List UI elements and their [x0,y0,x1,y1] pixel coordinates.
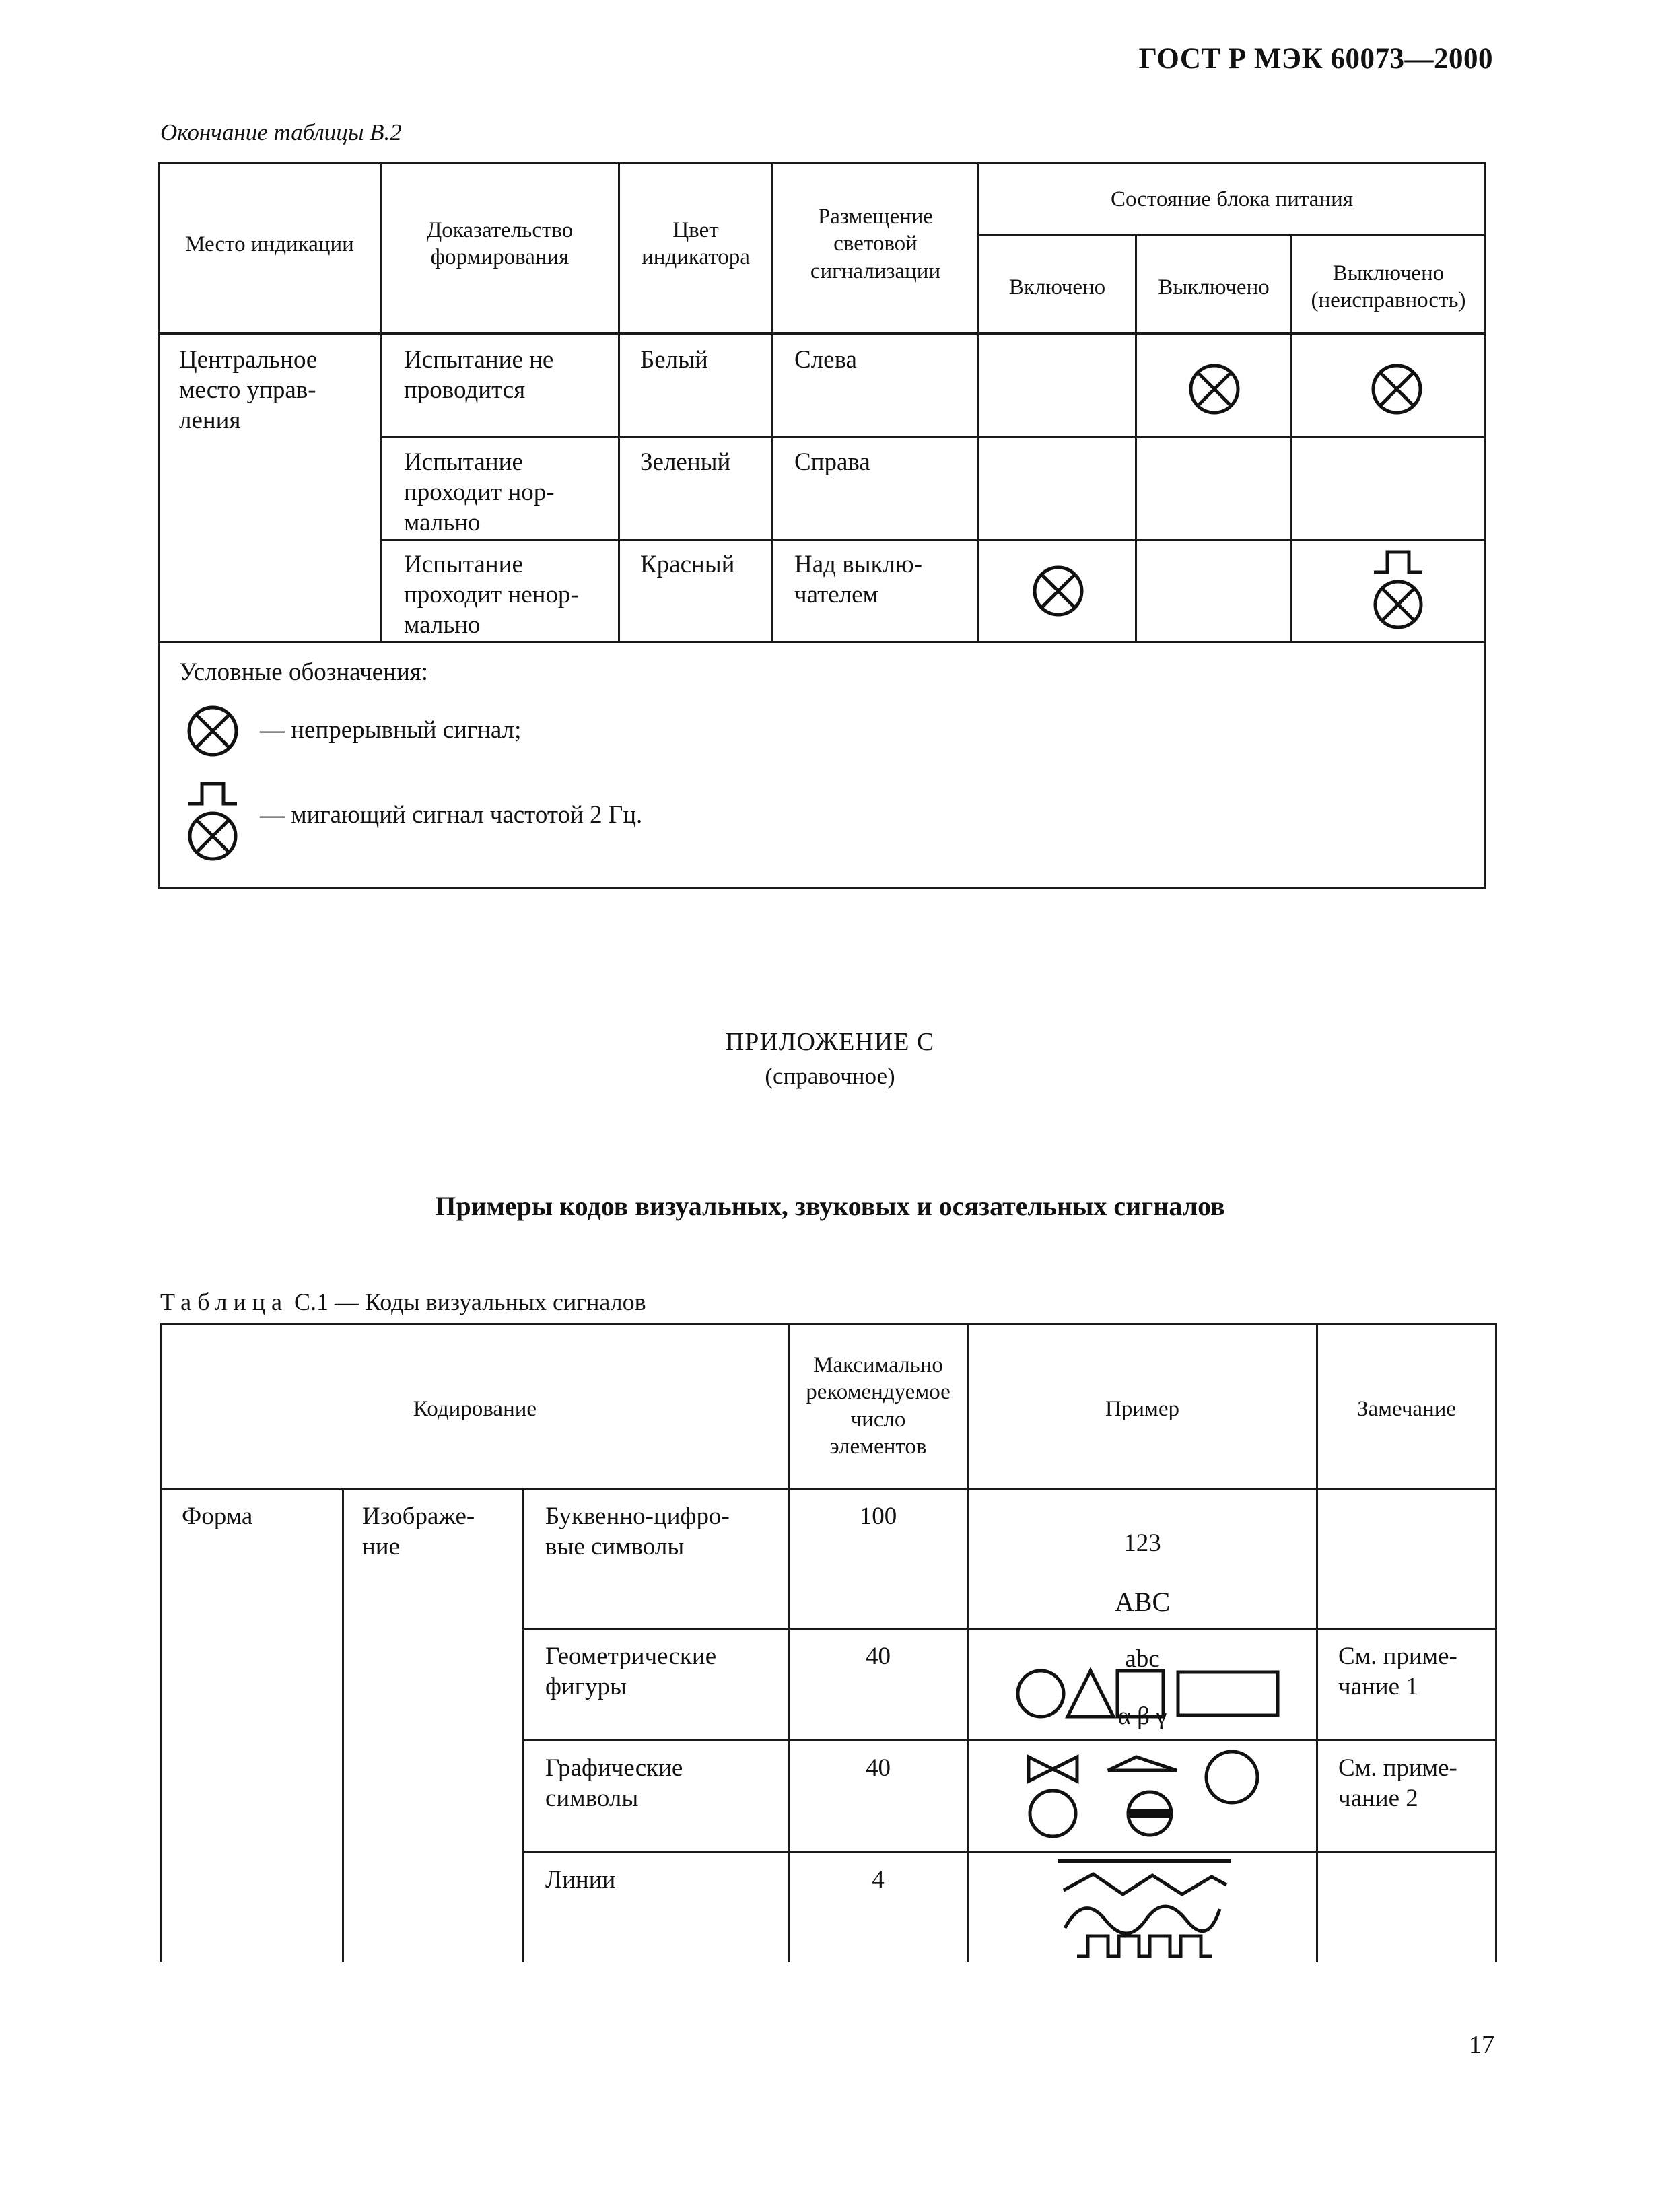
b2-header-location: Место индикации [185,232,354,256]
table-c1-caption-label: Таблица [160,1288,288,1315]
b2-row2-placement: Справа [794,448,870,476]
table-c1-right-border [1495,1323,1497,1962]
b2-row2-evidence: Испытание проходит нор- мально [404,448,555,537]
appendix-subtitle: (справочное) [765,1063,895,1089]
table-b2-left-border [158,162,160,889]
c1-row2-max: 40 [866,1643,891,1670]
b2-location-cell: Центральное место управ- ления [179,346,318,435]
b2-header-on: Включено [1008,275,1106,300]
c1-row3-max: 40 [866,1754,891,1782]
flashing-signal-icon [1370,548,1426,631]
b2-header-placement: Размещение световой сигнализации [810,205,941,283]
table-b2-col-rule [977,162,979,642]
b2-row3-placement: Над выклю- чателем [794,551,922,609]
c1-subcategory: Изображе- ние [362,1502,475,1561]
b2-header-evidence: Доказательство формирования [426,218,574,270]
c1-row4-max: 4 [872,1866,885,1894]
b2-legend-continuous: — непрерывный сигнал; [260,716,522,744]
c1-row3-remark: См. приме- чание 2 [1338,1754,1457,1813]
b2-legend-flashing: — мигающий сигнал частотой 2 Гц. [260,801,643,829]
table-b2-caption: Окончание таблицы В.2 [160,119,402,145]
table-b2-row-rule [381,539,1486,541]
c1-row2-type: Геометрические фигуры [545,1643,717,1701]
table-c1-col-rule [522,1489,524,1962]
continuous-signal-icon [1370,362,1424,416]
c1-example-digits: 123 [1123,1529,1161,1558]
b2-row1-color: Белый [640,346,708,374]
standard-code: ГОСТ Р МЭК 60073—2000 [1138,43,1493,75]
b2-row3-evidence: Испытание проходит ненор- мально [404,551,579,640]
continuous-signal-icon [1031,564,1085,618]
b2-header-off: Выключено [1158,275,1270,300]
b2-row1-evidence: Испытание не проводится [404,346,554,405]
b2-header-power-state: Состояние блока питания [1111,187,1353,211]
c1-header-coding: Кодирование [413,1397,537,1421]
table-c1-caption-number: С.1 [293,1288,328,1315]
appendix-title: ПРИЛОЖЕНИЕ С [725,1028,935,1056]
b2-legend-title: Условные обозначения: [179,658,429,686]
continuous-signal-icon [1187,362,1241,416]
c1-row1-max: 100 [859,1502,897,1530]
flashing-signal-icon [184,780,241,863]
table-b2-row-rule [381,436,1486,438]
table-c1-caption [160,1288,646,1317]
c1-example-greek: α β γ [1117,1702,1167,1730]
graphic-symbols-icon [1022,1749,1271,1843]
table-c1-row-rule [522,1851,1497,1853]
geometric-shapes-icon [1015,1663,1284,1723]
c1-header-max-elements: Максимально рекомендуемое число элементов [806,1353,950,1459]
c1-row2-remark: См. приме- чание 1 [1338,1643,1457,1701]
table-c1-col-rule [342,1489,344,1962]
table-b2-right-border [1484,162,1486,889]
line-patterns-icon [1050,1855,1239,1963]
table-b2-header-rule [158,332,1486,335]
c1-header-remark: Замечание [1356,1397,1457,1421]
b2-row1-placement: Слева [794,346,857,374]
table-b2-bottom-border [158,887,1486,889]
c1-category: Форма [182,1502,253,1530]
table-c1-header-rule [160,1488,1497,1490]
table-c1-caption-text: — Коды визуальных сигналов [334,1288,646,1315]
section-title: Примеры кодов визуальных, звуковых и осязательных сигналов [435,1191,1225,1221]
c1-row1-type: Буквенно-цифро- вые символы [545,1502,730,1561]
b2-row2-color: Зеленый [640,448,731,476]
c1-example-uppercase: ABC [1114,1586,1171,1617]
b2-header-off-fault: Выключено (неисправность) [1311,261,1466,313]
b2-header-color: Цвет индикатора [642,218,750,270]
c1-row4-type: Линии [545,1866,616,1894]
c1-header-example: Пример [1105,1397,1180,1421]
page-number: 17 [1469,2031,1494,2059]
table-b2-body-bottom-rule [158,641,1486,643]
c1-example-lowercase: abc [1125,1645,1160,1673]
b2-row3-color: Красный [640,551,735,578]
continuous-signal-icon [186,704,240,758]
table-c1-top-border [160,1323,1497,1325]
c1-row3-type: Графические символы [545,1754,683,1813]
table-b2-power-header-rule [977,234,1486,236]
table-b2-top-border [158,162,1486,164]
